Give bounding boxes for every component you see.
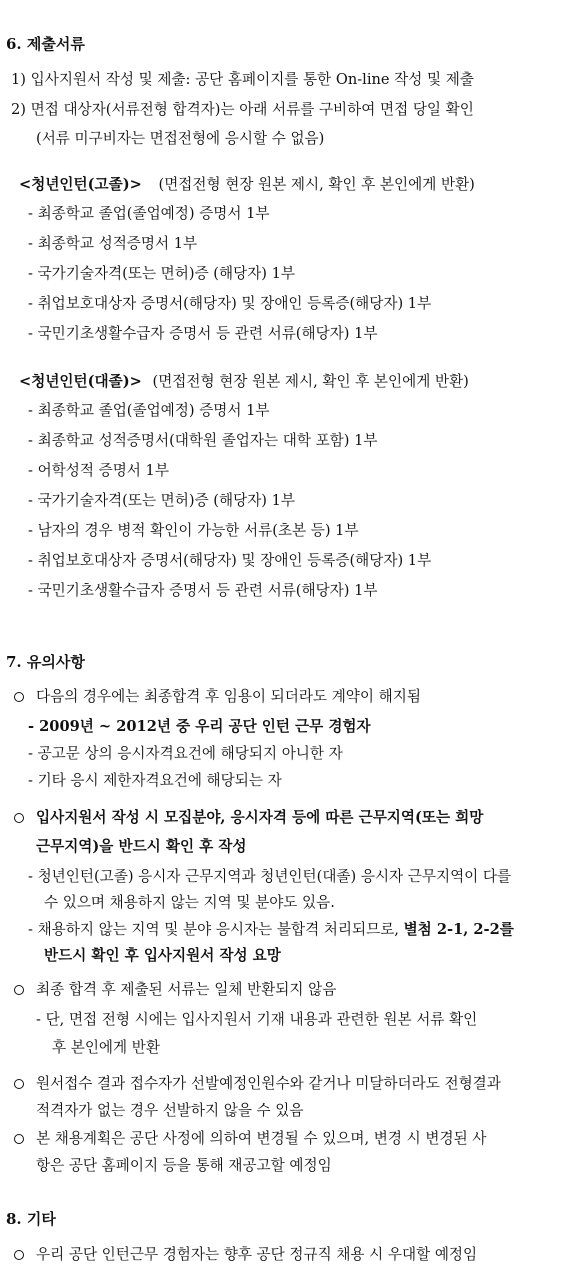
section-6-title: 6. 제출서류 bbox=[6, 35, 85, 53]
circle-bullet-icon bbox=[14, 985, 24, 995]
university-heading-label: <청년인턴(대졸)> bbox=[19, 373, 142, 390]
list-item: - 취업보호대상자 증명서(해당자) 및 장애인 등록증(해당자) 1부 bbox=[28, 552, 432, 569]
list-item: - 국가기술자격(또는 면허)증 (해당자) 1부 bbox=[28, 265, 296, 282]
list-item: - 2009년 ~ 2012년 중 우리 공단 인턴 근무 경험자 bbox=[28, 718, 371, 735]
s8-notice-1: 우리 공단 인턴근무 경험자는 향후 공단 정규직 채용 시 우대할 예정임 bbox=[36, 1246, 478, 1263]
high-school-heading bbox=[19, 175, 475, 195]
section-8-title: 8. 기타 bbox=[6, 1210, 56, 1228]
s6-item-2: 2) 면접 대상자(서류전형 합격자)는 아래 서류를 구비하여 면접 당일 확인 bbox=[11, 101, 474, 118]
list-item: - 공고문 상의 응시자격요건에 해당되지 아니한 자 bbox=[28, 745, 343, 762]
s7-notice-3: 최종 합격 후 제출된 서류는 일체 반환되지 않음 bbox=[36, 981, 337, 998]
list-item: - 최종학교 졸업(졸업예정) 증명서 1부 bbox=[28, 402, 270, 419]
s7-notice-4-cont: 적격자가 없는 경우 선발하지 않을 수 있음 bbox=[36, 1102, 304, 1119]
high-school-heading-label: <청년인턴(고졸)> bbox=[19, 176, 142, 193]
list-item: - 최종학교 졸업(졸업예정) 증명서 1부 bbox=[28, 205, 270, 222]
circle-bullet-icon bbox=[14, 813, 24, 823]
s7-notice-2-cont: 근무지역)을 반드시 확인 후 작성 bbox=[36, 838, 247, 855]
list-item: - 어학성적 증명서 1부 bbox=[28, 462, 169, 479]
s6-item-2-note: (서류 미구비자는 면접전형에 응시할 수 없음) bbox=[36, 130, 325, 147]
circle-bullet-icon bbox=[14, 1079, 24, 1089]
list-item bbox=[28, 920, 514, 940]
list-item: - 기타 응시 제한자격요건에 해당되는 자 bbox=[28, 772, 282, 789]
list-item-cont: 후 본인에게 반환 bbox=[52, 1039, 160, 1056]
high-school-heading-note: (면접전형 현장 원본 제시, 확인 후 본인에게 반환) bbox=[158, 176, 475, 193]
s7-notice-5-cont: 항은 공단 홈페이지 등을 통해 재공고할 예정임 bbox=[36, 1157, 332, 1174]
section-7-title: 7. 유의사항 bbox=[6, 653, 85, 671]
list-item-text: - 채용하지 않는 지역 및 분야 응시자는 불합격 처리되므로, bbox=[28, 921, 404, 938]
list-item-cont: 반드시 확인 후 입사지원서 작성 요망 bbox=[44, 947, 281, 964]
s7-notice-4: 원서접수 결과 접수자가 선발예정인원수와 같거나 미달하더라도 전형결과 bbox=[36, 1075, 501, 1092]
university-heading-note: (면접전형 현장 원본 제시, 확인 후 본인에게 반환) bbox=[152, 373, 469, 390]
s7-notice-2: 입사지원서 작성 시 모집분야, 응시자격 등에 따른 근무지역(또는 희망 bbox=[36, 809, 484, 826]
list-item-cont: 수 있으며 채용하지 않는 지역 및 분야도 있음. bbox=[44, 894, 335, 911]
s6-item-1: 1) 입사지원서 작성 및 제출: 공단 홈페이지를 통한 On-line 작성 및 제출 bbox=[11, 71, 474, 88]
list-item: - 최종학교 성적증명서(대학원 졸업자는 대학 포함) 1부 bbox=[28, 432, 378, 449]
circle-bullet-icon bbox=[14, 1134, 24, 1144]
list-item: - 취업보호대상자 증명서(해당자) 및 장애인 등록증(해당자) 1부 bbox=[28, 295, 432, 312]
list-item: - 단, 면접 전형 시에는 입사지원서 기재 내용과 관련한 원본 서류 확인 bbox=[36, 1011, 478, 1028]
list-item: - 최종학교 성적증명서 1부 bbox=[28, 235, 198, 252]
list-item: - 남자의 경우 병적 확인이 가능한 서류(초본 등) 1부 bbox=[28, 522, 359, 539]
list-item: - 국민기초생활수급자 증명서 등 관련 서류(해당자) 1부 bbox=[28, 582, 378, 599]
appendix-reference: 별첨 2-1, 2-2를 bbox=[403, 921, 514, 938]
university-heading bbox=[19, 372, 469, 392]
list-item: - 국가기술자격(또는 면허)증 (해당자) 1부 bbox=[28, 492, 296, 509]
circle-bullet-icon bbox=[14, 1250, 24, 1260]
list-item: - 청년인턴(고졸) 응시자 근무지역과 청년인턴(대졸) 응시자 근무지역이 다를 bbox=[28, 868, 512, 885]
circle-bullet-icon bbox=[14, 692, 24, 702]
s7-notice-1: 다음의 경우에는 최종합격 후 임용이 되더라도 계약이 해지됨 bbox=[36, 688, 421, 705]
list-item: - 국민기초생활수급자 증명서 등 관련 서류(해당자) 1부 bbox=[28, 325, 378, 342]
s7-notice-5: 본 채용계획은 공단 사정에 의하여 변경될 수 있으며, 변경 시 변경된 사 bbox=[36, 1130, 487, 1147]
